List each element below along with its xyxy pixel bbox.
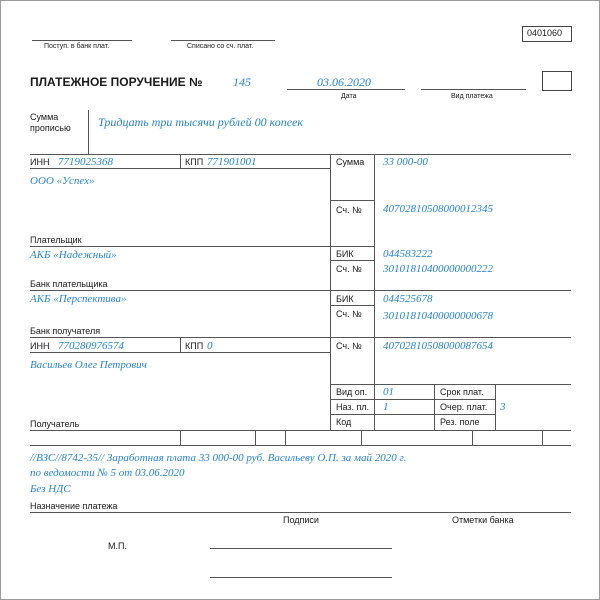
amount-words-value: Тридцать три тысячи рублей 00 копеек <box>98 115 303 129</box>
received-line <box>32 40 132 41</box>
payer-bik-bottom <box>330 260 374 261</box>
payer-bank-name: АКБ «Надежный» <box>30 249 117 261</box>
op-block-top <box>330 384 571 385</box>
tax-row-top <box>30 430 571 431</box>
date-line <box>287 89 405 90</box>
payee-bik: 044525678 <box>383 293 433 305</box>
main-divider-right <box>374 154 375 430</box>
tax-div-1 <box>180 430 181 445</box>
op-mid-divider <box>434 384 435 430</box>
op-ocher: 3 <box>500 401 506 413</box>
payment-number: 145 <box>233 75 251 89</box>
tax-div-2 <box>255 430 256 445</box>
purpose-line-3: Без НДС <box>30 483 71 495</box>
page-title: ПЛАТЕЖНОЕ ПОРУЧЕНИЕ № <box>30 75 203 89</box>
stamp-label: М.П. <box>108 541 127 551</box>
debited-line <box>171 40 275 41</box>
payee-kpp-label: КПП <box>185 341 204 351</box>
tax-div-6 <box>542 430 543 445</box>
payee-inn-bottom <box>30 352 330 353</box>
purpose-line-1: //ВЗС//8742-35// Заработная плата 33 000-00 руб. Васильеву О.П. за май 2020 г. <box>30 452 407 464</box>
payee-name: Васильев Олег Петрович <box>30 359 147 371</box>
payment-type-box <box>542 71 572 91</box>
payer-kpp: 771901001 <box>207 156 257 168</box>
payer-bank-label: Банк плательщика <box>30 279 108 289</box>
purpose-line-2: по ведомости № 5 от 03.06.2020 <box>30 467 185 479</box>
payee-corr: 30101810400000000678 <box>383 310 493 322</box>
op-srok-label: Срок плат. <box>440 387 484 397</box>
payer-inn-bottom <box>30 168 330 169</box>
payer-section-bottom <box>30 246 374 247</box>
payee-inn-label: ИНН <box>30 341 50 351</box>
payee-bank-name: АКБ «Перспектива» <box>30 293 127 305</box>
debited-label: Списано со сч. плат. <box>187 43 254 50</box>
payment-date: 03.06.2020 <box>317 75 371 89</box>
payer-kpp-label: КПП <box>185 157 204 167</box>
op-row1-bottom <box>330 399 495 400</box>
op-vid-label: Вид оп. <box>336 387 368 397</box>
payee-corr-label: Сч. № <box>336 309 362 319</box>
payer-account: 40702810508000012345 <box>383 203 493 215</box>
received-label: Поступ. в банк плат. <box>44 43 110 50</box>
payer-name: ООО «Успех» <box>30 175 95 187</box>
signatures-label: Подписи <box>283 515 319 525</box>
op-ocher-label: Очер. плат. <box>440 402 488 412</box>
op-rez-label: Рез. поле <box>440 417 480 427</box>
bank-marks-label: Отметки банка <box>452 515 514 525</box>
payer-inn-kpp-divider <box>180 154 181 168</box>
payee-bank-label: Банк получателя <box>30 326 101 336</box>
op-vid: 01 <box>383 386 394 398</box>
amount-words-label-2: прописью <box>30 123 71 133</box>
signature-line-1 <box>210 548 392 549</box>
payer-inn-label: ИНН <box>30 157 50 167</box>
payer-bank-bottom <box>30 290 571 291</box>
form-code: 0401060 <box>527 28 563 38</box>
tax-div-5 <box>472 430 473 445</box>
amount-words-divider <box>88 110 89 154</box>
payer-bik: 044583222 <box>383 248 433 260</box>
payee-account: 40702810508000087654 <box>383 340 493 352</box>
payee-bik-label: БИК <box>336 294 354 304</box>
purpose-bottom <box>30 512 571 513</box>
date-label: Дата <box>341 93 357 100</box>
tax-div-4 <box>361 430 362 445</box>
payee-bik-bottom <box>330 305 374 306</box>
tax-row-bottom <box>30 445 571 446</box>
payee-kpp: 0 <box>207 340 213 352</box>
op-row2-bottom <box>330 414 495 415</box>
payer-bik-label: БИК <box>336 249 354 259</box>
op-right-divider <box>495 384 496 430</box>
main-divider-left <box>330 154 331 430</box>
op-kod-label: Код <box>336 417 352 427</box>
payee-inn: 770280976574 <box>58 340 124 352</box>
table-top-line <box>30 154 571 155</box>
payer-account-label: Сч. № <box>336 205 362 215</box>
payment-type-label: Вид платежа <box>451 93 493 100</box>
op-naz-label: Наз. пл. <box>336 402 370 412</box>
sum-value: 33 000-00 <box>383 156 428 168</box>
payee-inn-kpp-divider <box>180 337 181 352</box>
payee-label: Получатель <box>30 419 80 429</box>
payment-type-line <box>421 89 526 90</box>
sum-bottom <box>330 200 374 201</box>
tax-div-3 <box>285 430 286 445</box>
sum-label: Сумма <box>336 157 365 167</box>
payer-corr: 30101810400000000222 <box>383 263 493 275</box>
payer-corr-label: Сч. № <box>336 264 362 274</box>
signature-line-2 <box>210 577 392 578</box>
payee-bank-bottom <box>30 337 571 338</box>
amount-words-label-1: Сумма <box>30 112 59 122</box>
purpose-label: Назначение платежа <box>30 501 118 511</box>
payer-inn: 7719025368 <box>58 156 113 168</box>
payer-label: Плательщик <box>30 235 82 245</box>
payee-account-label: Сч. № <box>336 341 362 351</box>
op-naz: 1 <box>383 401 389 413</box>
